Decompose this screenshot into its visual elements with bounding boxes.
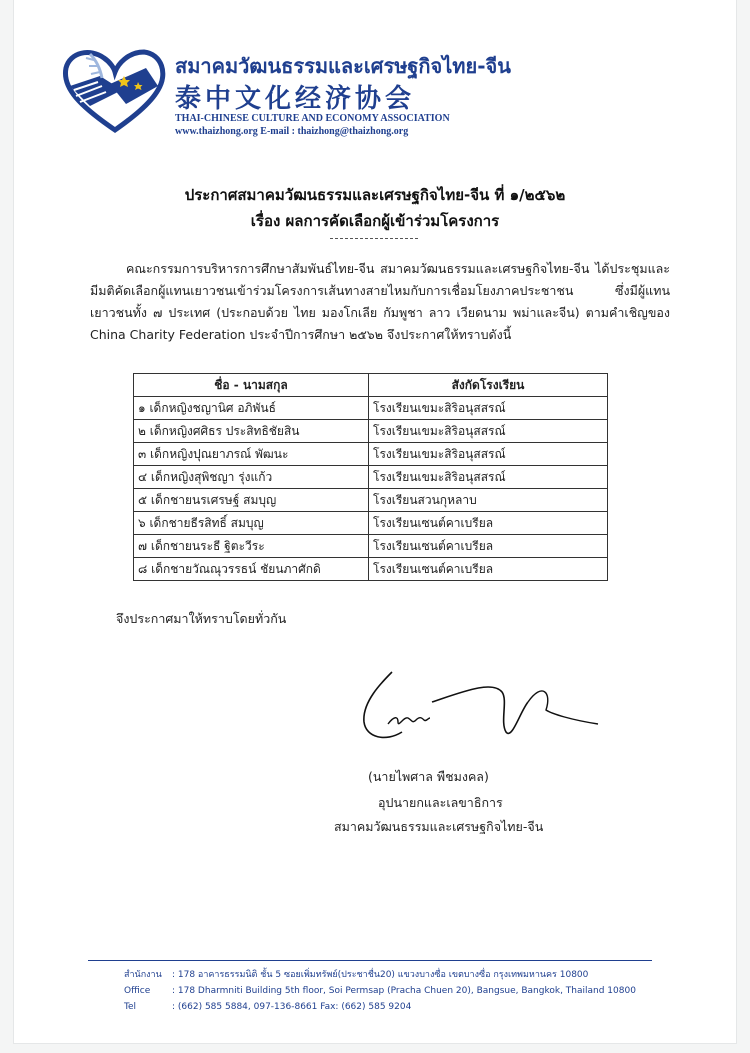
- school-cell: โรงเรียนเซนต์คาเบรียล: [369, 535, 608, 558]
- heart-handshake-logo-icon: [60, 46, 170, 134]
- school-cell: โรงเรียนเขมะสิริอนุสสรณ์: [369, 397, 608, 420]
- row-number: ๘: [138, 561, 148, 576]
- row-number: ๖: [138, 515, 146, 530]
- org-name-english: THAI-CHINESE CULTURE AND ECONOMY ASSOCIATION: [175, 113, 450, 124]
- name-cell: [134, 466, 369, 489]
- title-divider: [330, 238, 418, 239]
- student-name: เด็กชายนระธี ฐิตะวีระ: [150, 538, 265, 553]
- name-cell: [134, 535, 369, 558]
- signatory-organization: สมาคมวัฒนธรรมและเศรษฐกิจไทย-จีน: [334, 819, 544, 834]
- school-cell: โรงเรียนเซนต์คาเบรียล: [369, 558, 608, 581]
- row-number: ๗: [138, 538, 148, 553]
- announcement-body: คณะกรรมการบริหารการศึกษาสัมพันธ์ไทย-จีน สมาคมวัฒนธรรมและเศรษฐกิจไทย-จีน ได้ประชุมและมีมติคัดเลือกผู้แทนเยาวชนเข้าร่วมโครงการเส้นทางสายไหมกับการเชื่อมโยงภาคประชาชน ซึ่งมีผู้แทนเยาวชนทั้ง ๗ ประเทศ (ประกอบด้วย ไทย มองโกเลีย กัมพูชา ลาว เวียดนาม พม่าและจีน) ตามคำเชิญของ China Charity Federation ประจำปีการศึกษา ๒๕๖๒ จึงประกาศให้ทราบดังนี้: [90, 261, 670, 342]
- footer-value: : (662) 585 5884, 097-136-8661 Fax: (662) 585 9204: [172, 1002, 412, 1012]
- school-cell: โรงเรียนเขมะสิริอนุสสรณ์: [369, 466, 608, 489]
- announcement-subject: เรื่อง ผลการคัดเลือกผู้เข้าร่วมโครงการ: [250, 212, 500, 230]
- student-name: เด็กชายนรเศรษฐ์ สมบุญ: [150, 492, 277, 507]
- footer-value: : 178 อาคารธรรมนิติ ชั้น 5 ซอยเพิ่มทรัพย์(ประชาชื่น20) แขวงบางซื่อ เขตบางซื่อ กรุงเทพมหานคร 10800: [172, 970, 589, 980]
- student-name: เด็กหญิงชญานิศ อภิพันธ์: [149, 400, 276, 415]
- footer-value: : 178 Dharmniti Building 5th floor, Soi Permsap (Pracha Chuen 20), Bangsue, Bangkok, Thailand 10800: [172, 986, 636, 996]
- name-cell: [134, 558, 369, 581]
- table-header-row: [134, 374, 608, 397]
- table-row: [134, 466, 608, 489]
- header-school: สังกัดโรงเรียน: [369, 374, 608, 397]
- footer-office-english: [124, 983, 636, 999]
- table-row: [134, 420, 608, 443]
- closing-statement: จึงประกาศมาให้ทราบโดยทั่วกัน: [116, 611, 287, 626]
- footer-label: สำนักงาน: [124, 970, 162, 980]
- org-name-chinese: 泰中文化经济协会: [175, 84, 416, 114]
- student-name: เด็กชายธีรสิทธิ์ สมบุญ: [149, 515, 264, 530]
- row-number: ๔: [138, 469, 148, 484]
- row-number: ๑: [138, 400, 146, 415]
- student-name: เด็กหญิงศศิธร ประสิทธิชัยสิน: [149, 423, 300, 438]
- footer-contact: [124, 967, 636, 1015]
- table-row: [134, 535, 608, 558]
- name-cell: [134, 443, 369, 466]
- student-name: เด็กหญิงปุณยาภรณ์ พัฒนะ: [150, 446, 289, 461]
- announcement-title: ประกาศสมาคมวัฒนธรรมและเศรษฐกิจไทย-จีน ที่ ๑/๒๕๖๒: [184, 186, 566, 204]
- table-row: [134, 558, 608, 581]
- row-number: ๕: [138, 492, 148, 507]
- selection-table: [133, 373, 608, 581]
- footer-label: Tel: [124, 1002, 137, 1012]
- org-name-thai: สมาคมวัฒนธรรมและเศรษฐกิจไทย-จีน: [175, 54, 511, 78]
- name-cell: [134, 489, 369, 512]
- table-row: [134, 512, 608, 535]
- school-cell: โรงเรียนเขมะสิริอนุสสรณ์: [369, 420, 608, 443]
- header-name: ชื่อ - นามสกุล: [134, 374, 369, 397]
- footer-label: Office: [124, 986, 151, 996]
- org-web-email: www.thaizhong.org E-mail : thaizhong@thaizhong.org: [175, 126, 409, 137]
- footer-office-thai: [124, 967, 636, 983]
- signatory-name: (นายไพศาล พืชมงคล): [368, 769, 489, 784]
- table-row: [134, 443, 608, 466]
- footer-divider: [88, 960, 652, 961]
- name-cell: [134, 397, 369, 420]
- student-name: เด็กชายวัณณุวรรธน์ ชัยนภาศักดิ: [151, 561, 321, 576]
- school-cell: โรงเรียนเขมะสิริอนุสสรณ์: [369, 443, 608, 466]
- school-cell: โรงเรียนเซนต์คาเบรียล: [369, 512, 608, 535]
- name-cell: [134, 512, 369, 535]
- handwritten-signature: [352, 662, 602, 747]
- student-name: เด็กหญิงสุพิชญา รุ่งแก้ว: [150, 469, 273, 484]
- signatory-position: อุปนายกและเลขาธิการ: [378, 795, 503, 810]
- row-number: ๓: [138, 446, 147, 461]
- school-cell: โรงเรียนสวนกุหลาบ: [369, 489, 608, 512]
- name-cell: [134, 420, 369, 443]
- footer-telephone: [124, 999, 636, 1015]
- table-row: [134, 489, 608, 512]
- row-number: ๒: [138, 423, 146, 438]
- table-row: [134, 397, 608, 420]
